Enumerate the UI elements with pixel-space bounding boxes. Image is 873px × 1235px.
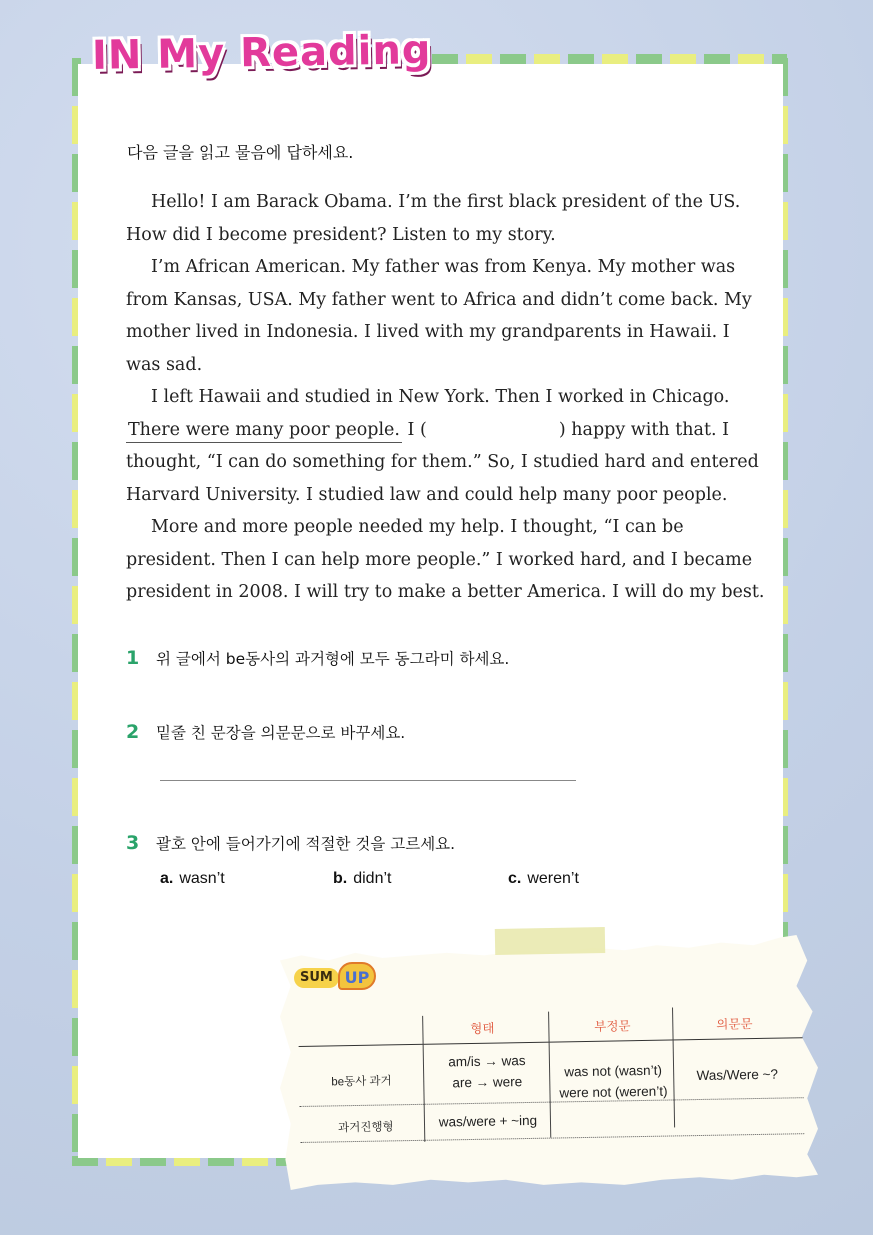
negative-line-1: was not (wasn’t) (564, 1062, 663, 1080)
header-form: 형태 (470, 1021, 495, 1036)
paragraph-2: I’m African American. My father was from Kenya. My mother was from Kansas, USA. My father went to Africa and didn’t come back. My mother lived in Indonesia. I lived with my grandparents in Hawaii. I was sad. (126, 257, 752, 375)
paragraph-3-intro: I left Hawaii and studied in New York. Then I worked in Chicago. (151, 387, 730, 407)
sum-badge: SUM (294, 968, 339, 988)
sumup-logo (294, 962, 382, 992)
answer-line[interactable] (160, 780, 576, 781)
negative-form (551, 1059, 676, 1103)
reading-passage (126, 186, 766, 609)
grammar-summary-table (298, 1001, 804, 1150)
table-divider (422, 1016, 425, 1142)
header-negative: 부정문 (594, 1019, 631, 1034)
row-label-be-past: be동사 과거 (331, 1075, 392, 1089)
choice-b[interactable] (333, 870, 391, 888)
choice-letter: b. (333, 870, 348, 887)
choice-text: wasn’t (179, 870, 225, 887)
choice-letter: a. (160, 870, 174, 887)
page-border-top (432, 54, 787, 64)
choice-text: didn’t (353, 870, 392, 887)
form-be-past (427, 1050, 548, 1094)
question-text: 위 글에서 be동사의 과거형에 모두 동그라미 하세요. (156, 650, 510, 668)
paragraph-1: Hello! I am Barack Obama. I’m the first black president of the US. How did I become president? Listen to my story. (126, 192, 741, 245)
form-past-progressive: was/were + ~ing (438, 1112, 538, 1130)
instruction-text: 다음 글을 읽고 물음에 답하세요. (127, 143, 354, 162)
question-1 (126, 647, 509, 669)
choice-letter: c. (508, 870, 522, 887)
up-badge: UP (338, 962, 376, 990)
paragraph-3 (126, 381, 766, 414)
question-number: 3 (126, 832, 140, 854)
question-number: 1 (126, 647, 140, 669)
tape-strip (495, 927, 605, 955)
blank-open: I ( (407, 419, 427, 440)
paragraph-3-cont (126, 414, 766, 512)
question-form: Was/Were ~? (696, 1066, 779, 1084)
section-title: IN My Reading (91, 27, 432, 79)
choice-a[interactable] (160, 870, 225, 888)
paragraph-4: More and more people needed my help. I thought, “I can be president. Then I can help more people.” I worked hard, and I became president in 2008. I will try to make a better America. I will do my best. (126, 517, 765, 602)
form-line-2: are → were (452, 1074, 523, 1091)
row-label-past-progressive: 과거진행형 (337, 1121, 394, 1135)
question-number: 2 (126, 721, 140, 743)
choice-c[interactable] (508, 870, 579, 888)
question-2 (126, 721, 405, 743)
question-text: 밑줄 친 문장을 의문문으로 바꾸세요. (156, 724, 406, 742)
negative-line-2: were not (weren’t) (559, 1083, 668, 1101)
header-question: 의문문 (716, 1017, 753, 1032)
underlined-sentence: There were many poor people. (126, 418, 402, 443)
question-text: 괄호 안에 들어가기에 적절한 것을 고르세요. (156, 835, 456, 853)
question-3 (126, 832, 455, 854)
choice-text: weren’t (527, 870, 579, 887)
blank-close: ) happy with that. I thought, “I can do something for them.” So, I studied hard and entered Harvard University. I studied law and could help many poor people. (126, 419, 759, 505)
table-rule (299, 1037, 803, 1047)
form-line-1: am/is → was (448, 1053, 526, 1070)
